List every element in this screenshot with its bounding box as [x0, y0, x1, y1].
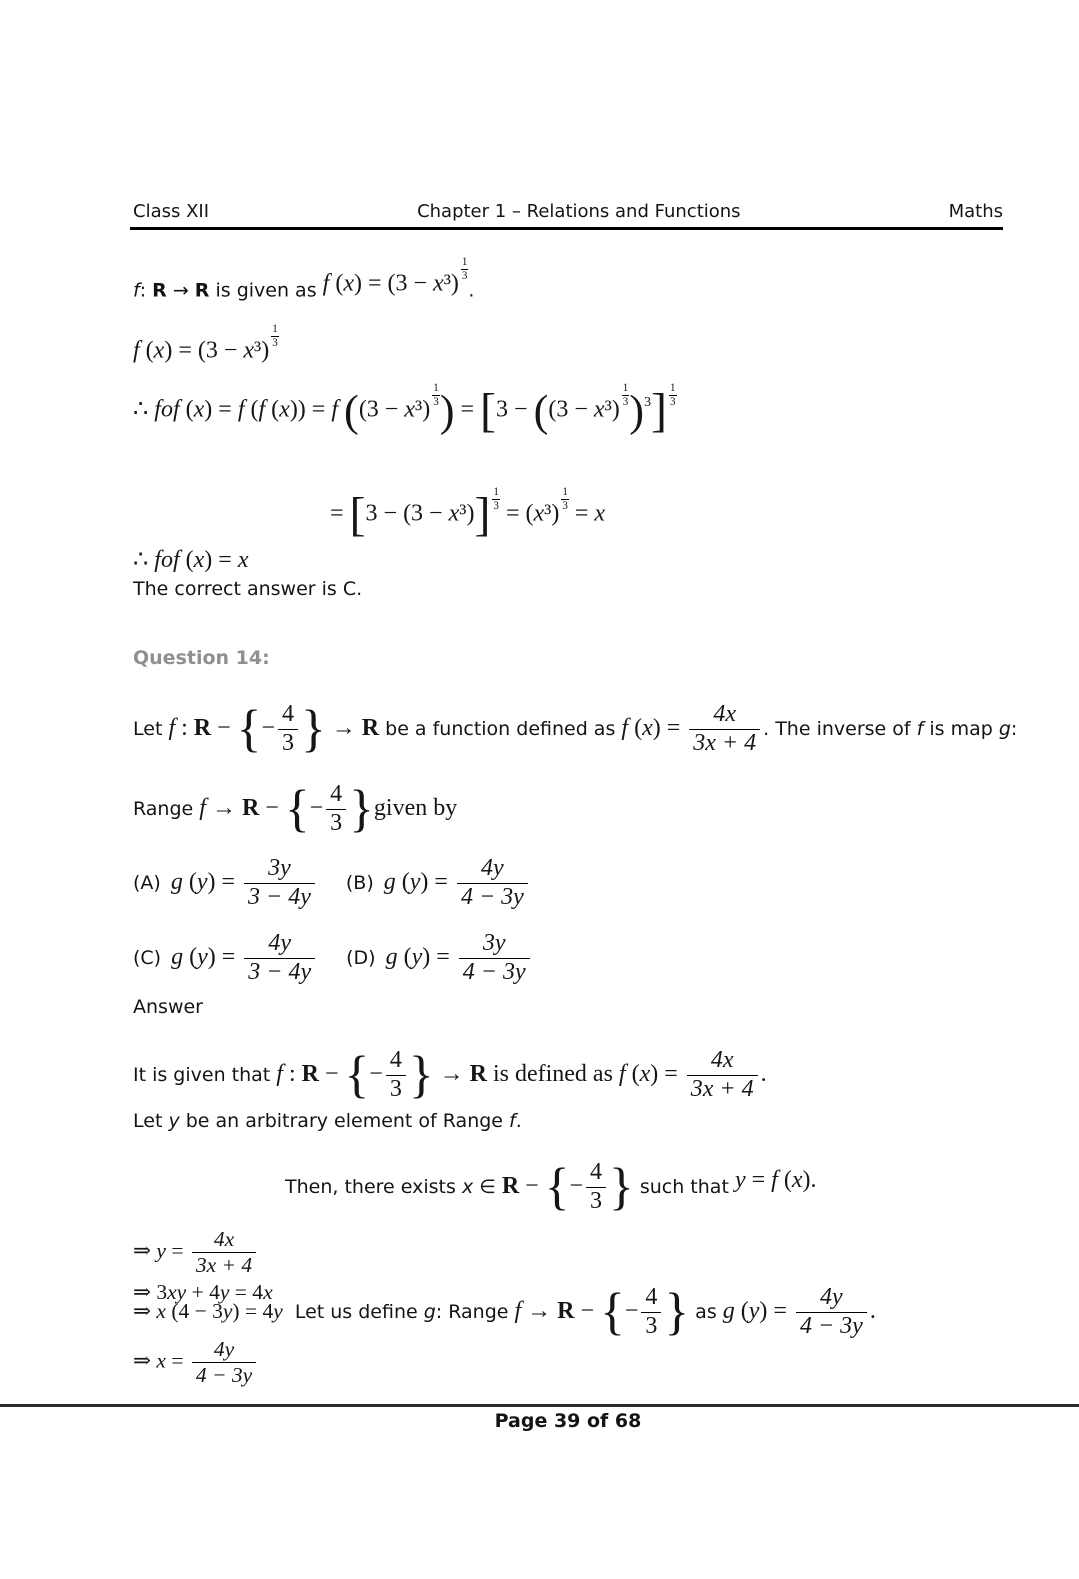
- math-token: x: [279, 396, 290, 423]
- such-that-text: such that: [633, 1175, 735, 1198]
- math-token: ³): [544, 500, 560, 527]
- arbitrary-element-line: [133, 1110, 522, 1132]
- math-token: x: [533, 500, 545, 527]
- header-class: Class XII: [133, 201, 210, 222]
- formula-fx: [133, 323, 279, 364]
- q13-intro-line: [133, 256, 474, 301]
- math-token: ) =: [204, 396, 238, 423]
- math-token: ) =: [420, 868, 454, 895]
- math-token: ]: [474, 487, 491, 541]
- math-token: xy: [167, 1280, 187, 1304]
- math-token: (: [335, 270, 344, 297]
- math-token: x: [791, 1166, 803, 1193]
- option-c-label: (C): [133, 946, 162, 969]
- math-token: f: [331, 396, 345, 423]
- math-token: g: [171, 943, 190, 970]
- f-symbol: f: [509, 1110, 516, 1132]
- math-token: y: [219, 1280, 230, 1304]
- math-token: x: [243, 337, 255, 364]
- math-token: (3 −: [548, 396, 594, 423]
- math-token: −: [574, 1297, 601, 1324]
- math-token: y: [409, 868, 421, 895]
- math-token: (4 − 3: [171, 1298, 223, 1323]
- define-range-text: : Range: [435, 1300, 515, 1323]
- math-token: f: [276, 1060, 289, 1087]
- math-token: f: [199, 794, 212, 821]
- math-token: (: [189, 943, 198, 970]
- period: .: [515, 1110, 522, 1132]
- math-token: $\frac{1}{3}$: [272, 323, 278, 349]
- math-token: is defined as: [486, 1060, 619, 1087]
- inverse-text: . The inverse of: [763, 717, 917, 740]
- math-token: .: [760, 1060, 767, 1087]
- math-token: ]: [651, 383, 667, 437]
- header-rule: [130, 227, 1003, 230]
- math-token: $\frac{4y}{4 - 3y}$: [457, 856, 528, 911]
- formula-g-definition: [723, 1285, 876, 1340]
- math-token: f: [771, 1166, 784, 1193]
- math-token: $\frac{1}{3}$: [461, 256, 468, 282]
- math-token: ) =: [652, 714, 687, 741]
- given-that-line: [133, 1048, 767, 1103]
- math-token: }: [349, 780, 374, 838]
- math-token: x: [433, 270, 444, 297]
- math-token: 3 −: [496, 396, 534, 423]
- math-token: (: [631, 1060, 640, 1087]
- let-word: Let: [133, 717, 169, 740]
- math-token: $\frac{3y}{3 - 4y}$: [244, 856, 315, 911]
- colon: :: [1010, 717, 1018, 740]
- math-token: →: [527, 1297, 558, 1324]
- option-c-formula: [171, 931, 318, 986]
- math-token: R: [241, 794, 260, 821]
- answer-heading: [133, 996, 203, 1018]
- math-token: R: [361, 714, 380, 741]
- math-token: x: [642, 714, 653, 741]
- math-token: (: [145, 337, 154, 364]
- math-token: ) =: [759, 1297, 793, 1324]
- math-token: $\frac{1}{3}$: [622, 382, 629, 408]
- x-symbol: x: [461, 1175, 474, 1198]
- math-token: −: [211, 714, 237, 741]
- formula-simplification: [330, 486, 605, 539]
- intro-text: is given as: [209, 279, 323, 302]
- math-token: −: [569, 1172, 584, 1199]
- formula-set: [502, 1160, 634, 1215]
- math-token: −: [519, 1172, 545, 1199]
- option-a-formula: [171, 856, 318, 911]
- math-token: .: [869, 1297, 876, 1324]
- math-token: $\frac{4}{3}$: [278, 702, 298, 757]
- math-token: (: [185, 547, 194, 573]
- math-token: f: [322, 270, 336, 297]
- math-token: ).: [802, 1166, 817, 1193]
- math-token: ⇒: [133, 1348, 157, 1373]
- math-token: 3 − (3 −: [365, 500, 449, 527]
- math-token: ) =: [204, 547, 238, 573]
- math-token: x: [156, 1348, 166, 1373]
- math-token: =: [745, 1166, 772, 1193]
- page-footer: [133, 1410, 1003, 1432]
- options-row-2: [133, 931, 533, 986]
- formula-fx-definition: [323, 256, 469, 297]
- exists-text: Then, there exists: [285, 1175, 462, 1198]
- period: .: [468, 279, 475, 302]
- math-token: f: [618, 1060, 632, 1087]
- math-token: (: [401, 868, 410, 895]
- math-token: x: [237, 547, 249, 573]
- formula-fof-expansion: [133, 382, 677, 435]
- math-token: y: [734, 1166, 746, 1193]
- math-token: {: [236, 700, 262, 758]
- derivation-step-3-formula: [133, 1299, 283, 1324]
- option-d-label: (D): [346, 946, 376, 969]
- q14-range-line: [133, 782, 457, 837]
- math-token: ³): [459, 500, 475, 527]
- math-token: =: [165, 1238, 189, 1263]
- math-token: R: [469, 1060, 487, 1087]
- f-symbol: f: [133, 279, 140, 302]
- math-token: ) = (3 −: [164, 337, 244, 364]
- math-token: R: [557, 1297, 575, 1324]
- given-that-text: It is given that: [133, 1063, 277, 1086]
- math-token: −: [309, 794, 324, 821]
- answer-word: Answer: [133, 996, 203, 1018]
- math-token: $\frac{4y}{3 - 4y}$: [244, 931, 315, 986]
- math-token: (: [185, 396, 194, 423]
- math-token: f: [514, 1297, 528, 1324]
- math-token: x: [594, 500, 606, 527]
- math-token: x: [448, 500, 460, 527]
- math-token: :: [181, 714, 194, 741]
- math-token: −: [369, 1060, 383, 1087]
- math-token: (: [188, 868, 197, 895]
- arbitrary-text: be an arbitrary element of Range: [179, 1110, 510, 1132]
- math-token: →: [433, 1060, 470, 1087]
- math-token: y: [196, 868, 208, 895]
- math-token: R: [501, 1172, 520, 1199]
- math-token: ⇒: [133, 1238, 157, 1263]
- math-token: $\frac{4x}{3x + 4}$: [689, 702, 760, 757]
- math-token: y: [273, 1298, 283, 1323]
- math-token: 3: [644, 394, 652, 410]
- math-token: )) =: [289, 396, 332, 423]
- math-token: (3 −: [358, 396, 405, 423]
- math-token: x: [404, 396, 415, 423]
- q14-statement: [133, 702, 1017, 757]
- math-token: ⇒: [133, 1298, 157, 1323]
- formula-domain: [168, 702, 379, 757]
- math-token: ⇒ 3: [133, 1280, 168, 1304]
- arrow: →: [166, 279, 195, 302]
- math-token: $\frac{4}{3}$: [386, 1048, 406, 1103]
- math-token: −: [624, 1297, 639, 1324]
- derivation-step-1: [133, 1228, 259, 1277]
- formula-g-domain: [515, 1285, 690, 1340]
- math-token: −: [318, 1060, 345, 1087]
- formula-fx-rational: [621, 702, 763, 757]
- math-token: = (: [499, 500, 534, 527]
- math-token: [: [349, 487, 366, 541]
- math-token: (: [403, 943, 412, 970]
- math-token: −: [259, 794, 285, 821]
- g-symbol: g: [998, 717, 1011, 740]
- math-token: x: [156, 1298, 172, 1323]
- math-token: →: [325, 714, 362, 741]
- math-token: {: [600, 1283, 625, 1341]
- math-token: f: [621, 714, 635, 741]
- math-token: x: [639, 1060, 651, 1087]
- math-token: y: [411, 943, 423, 970]
- math-token: $\frac{4}{3}$: [586, 1160, 606, 1215]
- question-label-text: Question 14:: [133, 647, 270, 669]
- set-R: R: [152, 279, 167, 302]
- math-token: fof: [154, 396, 186, 423]
- math-token: = 4: [229, 1280, 264, 1304]
- math-token: {: [544, 1158, 570, 1216]
- math-token: $\frac{4}{3}$: [326, 782, 346, 837]
- let-word: Let: [133, 1110, 169, 1132]
- math-token: x: [263, 1280, 273, 1304]
- math-token: }: [408, 1046, 434, 1104]
- math-token: $\frac{1}{3}$: [493, 486, 499, 512]
- math-token: y: [156, 1238, 166, 1263]
- math-token: ∴: [133, 396, 155, 423]
- math-token: ) =: [650, 1060, 684, 1087]
- math-token: }: [664, 1283, 690, 1341]
- q13-answer-line: [133, 578, 362, 600]
- math-token: ³): [254, 337, 270, 364]
- math-token: (: [344, 385, 359, 436]
- math-token: + 4: [186, 1280, 220, 1304]
- math-token: ) = (3 −: [353, 270, 434, 297]
- math-token: ): [629, 385, 645, 436]
- math-token: R: [193, 714, 212, 741]
- math-token: ) =: [422, 943, 456, 970]
- formula-f-definition: [276, 1048, 766, 1103]
- math-token: x: [193, 547, 205, 573]
- page-header: [133, 201, 1003, 222]
- math-token: y: [748, 1297, 760, 1324]
- math-token: $\frac{3y}{4 - 3y}$: [459, 931, 530, 986]
- as-word: as: [689, 1300, 723, 1323]
- formula-fof-result: [133, 545, 248, 574]
- derivation-step-3: [133, 1285, 876, 1340]
- math-token: [: [480, 383, 497, 437]
- math-token: g: [722, 1297, 741, 1324]
- math-token: $\frac{1}{3}$: [670, 382, 676, 408]
- math-token: x: [153, 337, 165, 364]
- derivation-step-4: [133, 1338, 259, 1387]
- math-token: ): [439, 385, 455, 436]
- math-token: x: [343, 270, 354, 297]
- math-token: (: [250, 396, 259, 423]
- formula-range-map: [199, 782, 457, 837]
- math-token: $\frac{1}{3}$: [562, 486, 568, 512]
- math-token: (: [271, 396, 280, 423]
- math-token: }: [300, 700, 326, 758]
- math-token: $\frac{4}{3}$: [641, 1285, 661, 1340]
- math-token: ∴: [133, 547, 155, 573]
- math-token: fof: [154, 547, 186, 573]
- math-token: =: [568, 500, 595, 527]
- header-subject: Maths: [948, 201, 1003, 222]
- math-token: (: [740, 1297, 749, 1324]
- math-token: ) =: [207, 943, 242, 970]
- math-token: given by: [373, 794, 458, 821]
- math-token: −: [261, 714, 275, 741]
- option-b-label: (B): [345, 871, 374, 894]
- math-token: =: [454, 396, 481, 423]
- element-of-symbol: ∈: [473, 1175, 502, 1198]
- formula-y-equals-fx: [735, 1167, 817, 1194]
- inverse-mid-text: is map: [923, 717, 999, 740]
- math-token: ) =: [207, 868, 242, 895]
- math-token: →: [211, 794, 242, 821]
- math-token: $\frac{4y}{4 - 3y}$: [192, 1338, 256, 1387]
- set-R: R: [194, 279, 210, 302]
- math-token: y: [222, 1298, 233, 1323]
- math-token: g: [170, 868, 189, 895]
- math-token: ³): [443, 270, 459, 297]
- math-token: x: [193, 396, 205, 423]
- math-token: ³): [415, 396, 431, 423]
- option-b-formula: [384, 856, 531, 911]
- math-token: f: [133, 337, 146, 364]
- math-token: =: [165, 1348, 189, 1373]
- question-14-label: [133, 647, 270, 669]
- math-token: x: [593, 396, 605, 423]
- f-symbol: f: [916, 717, 924, 740]
- option-d-formula: [386, 931, 533, 986]
- colon: :: [139, 279, 153, 302]
- math-token: {: [284, 780, 310, 838]
- math-token: (: [783, 1166, 792, 1193]
- math-token: $\frac{4x}{3x + 4}$: [687, 1048, 758, 1103]
- defined-as-text: be a function defined as: [379, 717, 622, 740]
- math-token: {: [344, 1046, 370, 1104]
- math-token: $\frac{4x}{3x + 4}$: [192, 1228, 256, 1277]
- header-chapter-title: Chapter 1 – Relations and Functions: [417, 201, 741, 222]
- page-number-text: Page 39 of 68: [494, 1410, 642, 1432]
- option-a-label: (A): [133, 871, 161, 894]
- math-token: }: [609, 1158, 634, 1216]
- range-word: Range: [133, 797, 200, 820]
- math-token: $\frac{1}{3}$: [433, 382, 439, 408]
- math-token: y: [197, 943, 208, 970]
- math-token: ) = 4: [232, 1298, 274, 1323]
- math-token: g: [385, 943, 404, 970]
- math-token: :: [288, 1060, 302, 1087]
- footer-rule: [0, 1404, 1079, 1407]
- math-token: $\frac{4y}{4 - 3y}$: [796, 1285, 867, 1340]
- math-token: (: [634, 714, 643, 741]
- exists-line: [285, 1160, 816, 1215]
- math-token: (: [533, 385, 549, 436]
- options-row-1: [133, 856, 531, 911]
- y-symbol: y: [168, 1110, 180, 1132]
- math-token: f: [237, 396, 251, 423]
- g-symbol: g: [423, 1300, 436, 1323]
- math-token: g: [383, 868, 402, 895]
- define-text: Let us define: [282, 1300, 424, 1323]
- math-token: f: [258, 396, 272, 423]
- math-token: ³): [604, 396, 620, 423]
- math-token: R: [301, 1060, 319, 1087]
- math-token: =: [330, 500, 350, 527]
- math-token: f: [168, 714, 182, 741]
- answer-text: The correct answer is C.: [133, 578, 363, 600]
